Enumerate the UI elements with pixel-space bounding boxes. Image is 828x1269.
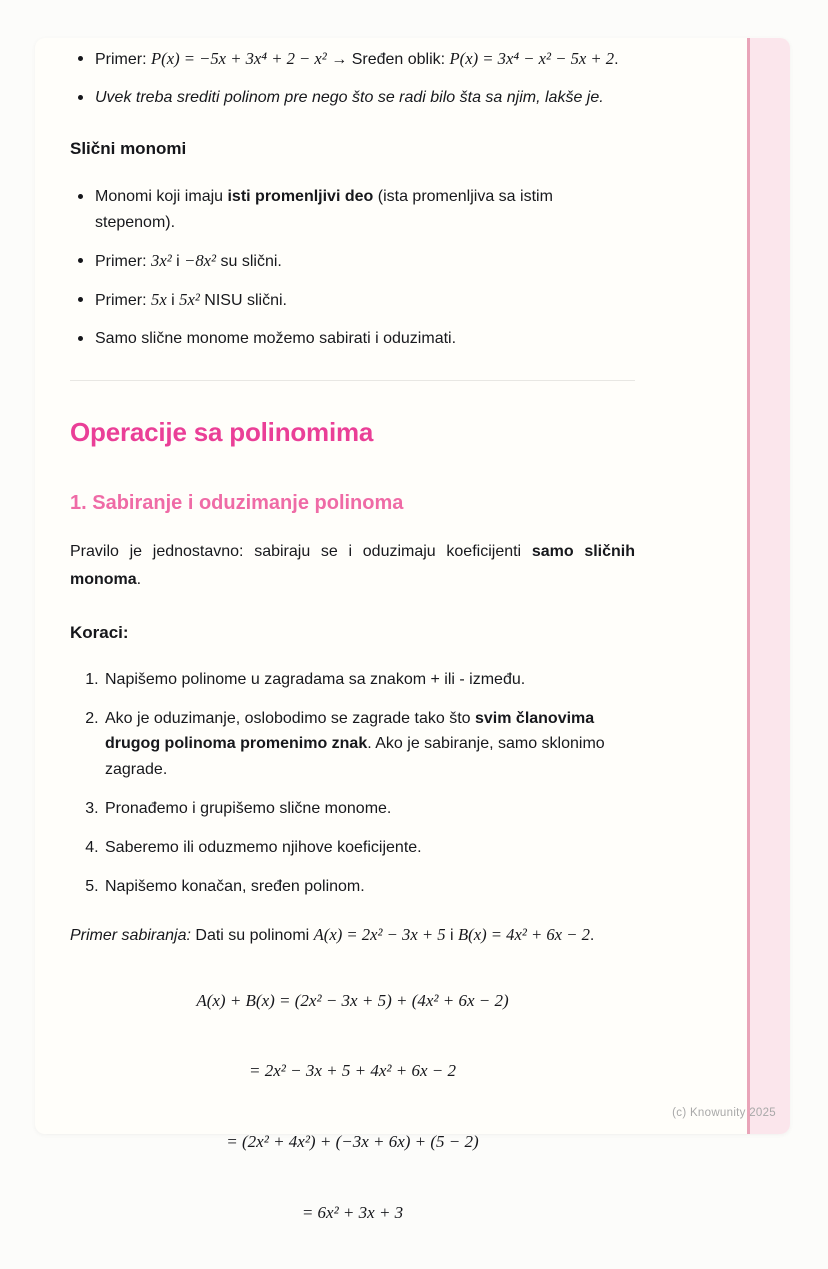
inline-math: 5x²: [179, 290, 200, 310]
bold-text: svim članovima drugog polinoma promenimo znak: [105, 709, 595, 753]
inline-math: P(x) = −5x + 3x⁴ + 2 − x²: [151, 49, 327, 68]
text-segment: NISU slični.: [199, 292, 287, 310]
copyright-footer: (c) Knowunity 2025: [672, 1107, 776, 1119]
text-segment: Sređen oblik:: [351, 51, 450, 68]
step-2: [103, 706, 635, 784]
equation-line-4: = 6x² + 3x + 3: [301, 1202, 404, 1222]
text-segment: Saberemo ili oduzmemo njihove koeficijente.: [105, 839, 422, 857]
rule-paragraph: [70, 538, 635, 596]
arrow-right-glyph: →: [326, 51, 352, 68]
similar-monomials-list: [70, 184, 635, 352]
inline-math: P(x) = 3x⁴ − x² − 5x + 2: [449, 49, 615, 68]
section-divider: [70, 380, 635, 381]
text-segment: su slični.: [216, 253, 282, 271]
text-segment: Primer:: [95, 292, 151, 310]
step-5: [103, 874, 635, 900]
inline-math: 3x²: [151, 251, 172, 271]
bullet-uvek-srediti: [95, 85, 635, 111]
step-1: [103, 667, 635, 693]
text-segment: (ista promenljiva sa istim stepenom).: [95, 188, 553, 232]
subheading-sabiranje-oduzimanje: 1. Sabiranje i oduzimanje polinoma: [70, 492, 404, 515]
text-segment: Napišemo konačan, sređen polinom.: [105, 878, 365, 896]
text-segment: Dati su polinomi: [190, 926, 314, 944]
text-segment: Ako je oduzimanje, oslobodimo se zagrade tako što: [105, 709, 475, 727]
heading-koraci: Koraci:: [70, 623, 129, 643]
document-page: [35, 38, 790, 1222]
equation-line-2: = 2x² − 3x + 5 + 4x² + 6x − 2: [249, 1061, 456, 1081]
step-4: [103, 835, 635, 861]
equation-line-1: A(x) + B(x) = (2x² − 3x + 5) + (4x² + 6x − 2): [196, 990, 509, 1010]
text-segment: i: [445, 926, 458, 944]
bullet-primer-nisu-slicni: [95, 287, 635, 314]
inline-math: A(x) = 2x² − 3x + 5: [313, 924, 446, 944]
text-segment: i: [171, 253, 185, 271]
heading-operacije-sa-polinomima: Operacije sa polinomima: [70, 417, 374, 448]
text-segment: Primer:: [95, 51, 151, 68]
inline-math: B(x) = 4x² + 6x − 2: [458, 924, 590, 944]
text-segment: .: [614, 51, 619, 68]
intro-bullet-list: [70, 46, 635, 111]
text-segment: Uvek treba srediti polinom pre nego što se radi bilo šta sa njim, lakše je.: [95, 88, 604, 106]
text-segment: Pronađemo i grupišemo slične monome.: [105, 800, 392, 818]
bold-text: samo sličnih monoma: [70, 542, 636, 589]
heading-slicni-monomi: Slični monomi: [70, 138, 187, 158]
text-segment: Primer:: [95, 253, 151, 271]
equation-line-3: = (2x² + 4x²) + (−3x + 6x) + (5 − 2): [226, 1132, 479, 1151]
page-edge-stripe: [747, 38, 790, 1134]
bold-text: isti promenljivi deo: [227, 188, 374, 206]
steps-ordered-list: [70, 667, 635, 900]
text-segment: Pravilo je jednostavno: sabiraju se i oduzimaju koeficijenti: [70, 542, 532, 560]
bullet-isti-promenljivi-deo: [95, 184, 635, 236]
text-segment: .: [589, 926, 595, 944]
inline-math: 5x: [151, 290, 167, 310]
text-segment: Monomi koji imaju: [95, 188, 228, 206]
text-segment: . Ako je sabiranje, samo sklonimo zagrade.: [105, 735, 605, 779]
document-content: [70, 38, 635, 1269]
text-segment: Samo slične monome možemo sabirati i oduzimati.: [95, 330, 457, 348]
bullet-primer-sredjen-oblik: [95, 46, 635, 73]
text-segment: .: [136, 571, 142, 589]
step-3: [103, 796, 635, 822]
text-segment: i: [166, 292, 180, 310]
bullet-samo-slicne: [95, 326, 635, 352]
bullet-primer-slicni: [95, 248, 635, 275]
example-label: Primer sabiranja:: [70, 926, 191, 944]
text-segment: Napišemo polinome u zagradama sa znakom + ili - između.: [105, 670, 526, 688]
example-paragraph: [70, 922, 635, 949]
inline-math: −8x²: [184, 251, 217, 271]
